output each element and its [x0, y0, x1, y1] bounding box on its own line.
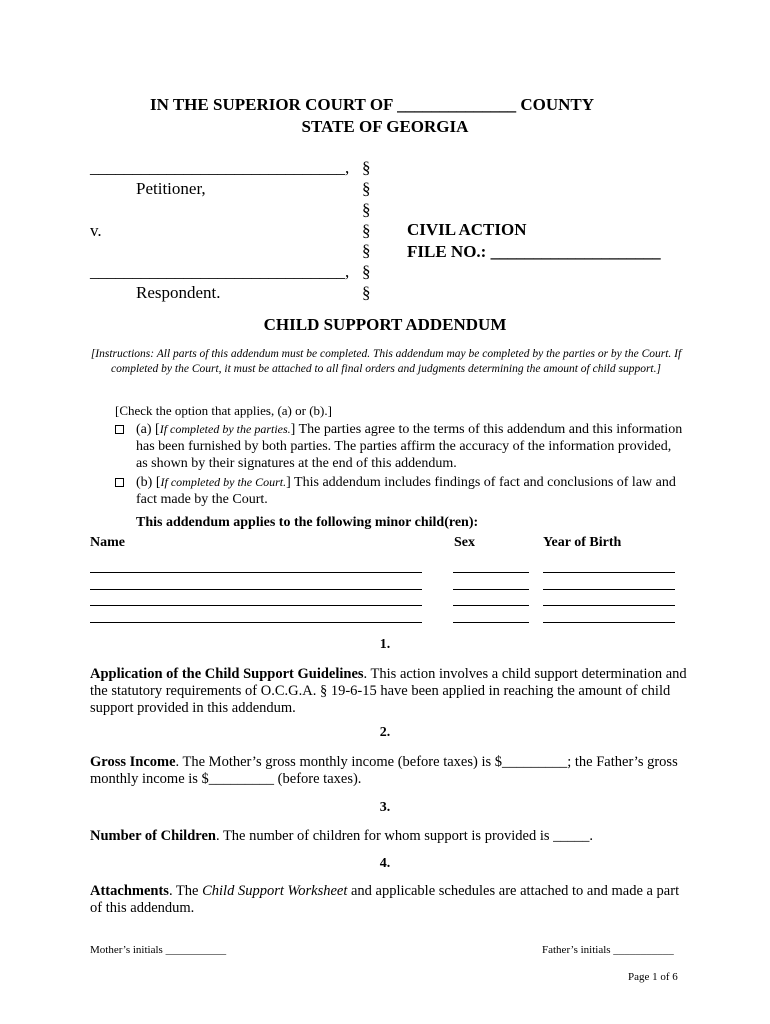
col-sex-header: Sex: [454, 535, 475, 550]
file-number: [407, 242, 661, 262]
section-symbol: §: [362, 200, 371, 219]
section-2-heading: Gross Income: [90, 754, 176, 770]
option-a-text: [136, 421, 686, 472]
section-2-paragraph: [90, 754, 690, 788]
child-year-line[interactable]: [543, 589, 675, 590]
section-symbol: §: [362, 221, 371, 240]
option-a-checkbox[interactable]: [115, 425, 124, 434]
court-suffix: COUNTY: [520, 95, 594, 114]
father-initials[interactable]: Father’s initials ___________: [542, 944, 674, 956]
option-a-body: ] The parties agree to the terms of this addendum and this information has been furnished by both parties. The parties affirm the accuracy of the information provided, as shown by their signatures at the end of this addendum.: [136, 422, 683, 471]
option-a-italic: If completed by the parties.: [159, 422, 291, 436]
option-b-text: [136, 474, 686, 508]
county-blank[interactable]: ______________: [397, 95, 517, 114]
section-number: 4.: [379, 856, 391, 871]
file-no-blank[interactable]: ____________________: [490, 242, 661, 261]
file-no-label: FILE NO.:: [407, 242, 487, 261]
section-symbol: §: [362, 262, 371, 281]
court-prefix: IN THE SUPERIOR COURT OF: [150, 95, 393, 114]
section-symbol: §: [362, 179, 371, 198]
section-3-paragraph: [90, 828, 690, 845]
child-sex-line[interactable]: [453, 605, 529, 606]
child-year-line[interactable]: [543, 572, 675, 573]
child-sex-line[interactable]: [453, 589, 529, 590]
civil-action-label: CIVIL ACTION: [407, 220, 527, 239]
option-b-body: ] This addendum includes findings of fact and conclusions of law and fact made by the Court.: [136, 475, 676, 507]
page-title: CHILD SUPPORT ADDENDUM: [263, 315, 507, 334]
section-3-text[interactable]: . The number of children for whom support is provided is _____.: [215, 828, 594, 844]
section-1-paragraph: [90, 666, 690, 717]
section-4-text-post: and applicable schedules are attached to and made a part of this addendum.: [90, 883, 680, 916]
petitioner-blank[interactable]: ______________________________,: [90, 158, 350, 177]
section-4-text-pre: . The: [168, 883, 203, 899]
section-number: 3.: [379, 800, 391, 815]
state-heading: STATE OF GEORGIA: [301, 117, 469, 136]
court-heading: [150, 95, 594, 115]
option-b-prefix: (b) [: [136, 475, 161, 490]
child-year-line[interactable]: [543, 622, 675, 623]
section-4-paragraph: [90, 883, 690, 917]
section-1-heading: Application of the Child Support Guidelines: [90, 666, 364, 682]
section-number: 1.: [379, 637, 391, 652]
respondent-label: Respondent.: [136, 283, 221, 302]
section-symbol: §: [362, 158, 371, 177]
child-name-line[interactable]: [90, 605, 422, 606]
section-4-text-italic: Child Support Worksheet: [202, 883, 348, 899]
option-b-checkbox[interactable]: [115, 478, 124, 487]
mother-initials[interactable]: Mother’s initials ___________: [90, 944, 227, 956]
child-name-line[interactable]: [90, 622, 422, 623]
children-heading: This addendum applies to the following minor child(ren):: [136, 515, 479, 530]
page-number: Page 1 of 6: [628, 971, 678, 983]
versus-label: v.: [90, 221, 102, 240]
section-3-heading: Number of Children: [90, 828, 216, 844]
section-number: 2.: [379, 725, 391, 740]
section-1-text: . This action involves a child support determination and the statutory requirements of O.C.G.A. § 19-6-15 have been applied in reaching the amount of child support provided in this addendum.: [90, 666, 687, 716]
option-a-prefix: (a) [: [136, 422, 160, 437]
child-year-line[interactable]: [543, 605, 675, 606]
child-name-line[interactable]: [90, 589, 422, 590]
section-2-text[interactable]: . The Mother’s gross monthly income (before taxes) is $_________; the Father’s gross monthly income is $_________ (before taxes).: [90, 754, 678, 787]
section-symbol: §: [362, 283, 371, 302]
col-name-header: Name: [90, 535, 125, 550]
child-sex-line[interactable]: [453, 622, 529, 623]
respondent-blank[interactable]: ______________________________,: [90, 262, 350, 281]
child-name-line[interactable]: [90, 572, 422, 573]
col-year-header: Year of Birth: [543, 535, 622, 550]
section-4-heading: Attachments: [90, 883, 169, 899]
petitioner-label: Petitioner,: [136, 179, 206, 198]
check-note: [Check the option that applies, (a) or (b).]: [115, 403, 332, 418]
instructions-text: [Instructions: All parts of this addendum must be completed. This addendum may be completed by the parties or by the Court. If completed by the Court, it must be attached to all final orders and judgments determining the amount of child support.]: [90, 348, 682, 375]
section-symbol: §: [362, 241, 371, 260]
child-sex-line[interactable]: [453, 572, 529, 573]
option-b-italic: If completed by the Court.: [160, 475, 287, 489]
